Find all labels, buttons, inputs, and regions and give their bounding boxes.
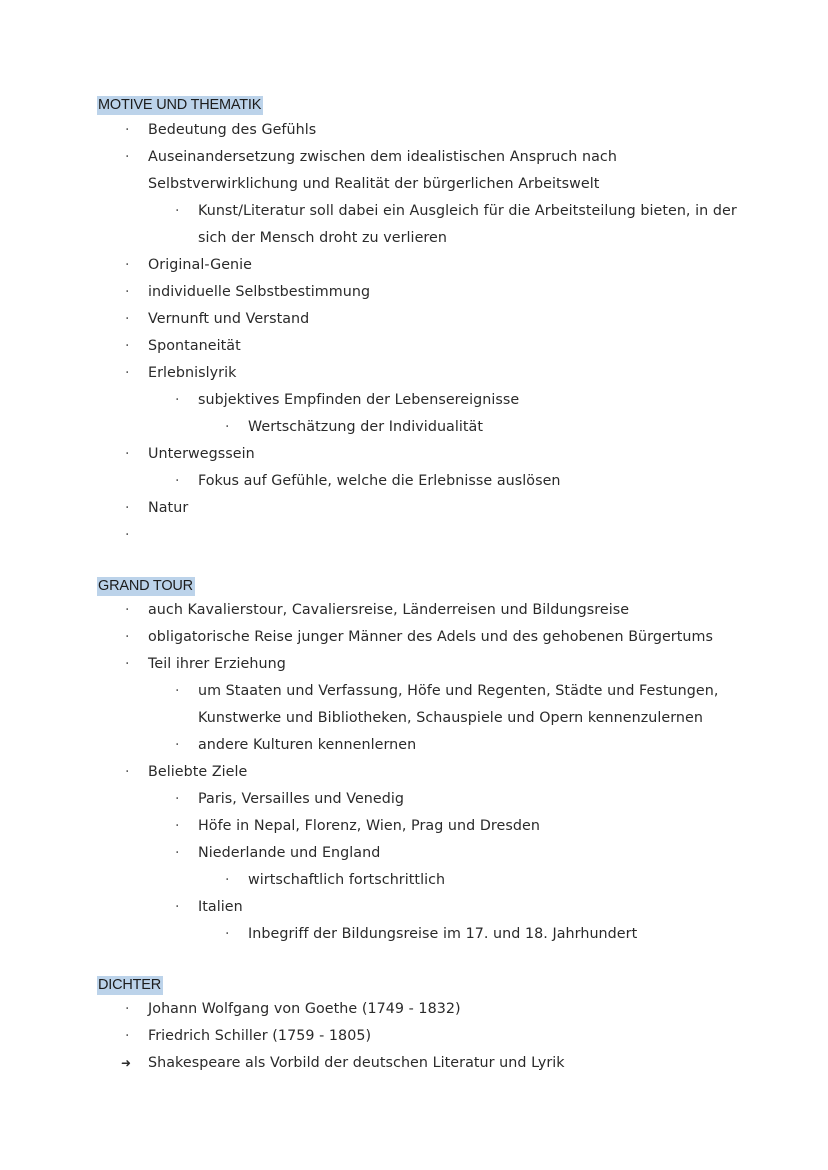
bullet-icon: · xyxy=(175,737,180,753)
list-item: Johann Wolfgang von Goethe (1749 - 1832) xyxy=(148,1001,461,1017)
heading-dichter: DICHTER xyxy=(98,977,162,993)
bullet-icon: · xyxy=(175,899,180,915)
list-item: subjektives Empfinden der Lebensereignisse xyxy=(198,392,520,408)
bullet-icon: · xyxy=(125,1028,130,1044)
bullet-icon: · xyxy=(125,257,130,273)
bullet-icon: · xyxy=(125,764,130,780)
bullet-icon: · xyxy=(175,845,180,861)
list-item: Paris, Versailles und Venedig xyxy=(198,791,405,807)
list-item: andere Kulturen kennenlernen xyxy=(198,737,417,753)
list-item: Auseinandersetzung zwischen dem idealistischen Anspruch nach xyxy=(148,149,617,165)
list-item: Kunst/Literatur soll dabei ein Ausgleich für die Arbeitsteilung bieten, in der xyxy=(198,203,737,219)
bullet-icon: · xyxy=(125,500,130,516)
list-item: Friedrich Schiller (1759 - 1805) xyxy=(148,1028,372,1044)
bullet-icon: · xyxy=(225,872,230,888)
bullet-icon: · xyxy=(125,365,130,381)
list-item: um Staaten und Verfassung, Höfe und Regenten, Städte und Festungen, xyxy=(198,683,719,699)
list-item-continuation: Kunstwerke und Bibliotheken, Schauspiele und Opern kennenzulernen xyxy=(198,710,703,726)
bullet-icon: · xyxy=(125,311,130,327)
bullet-icon: · xyxy=(175,683,180,699)
list-item: auch Kavalierstour, Cavaliersreise, Länderreisen und Bildungsreise xyxy=(148,602,630,618)
heading-grand-tour: GRAND TOUR xyxy=(98,578,193,594)
list-item: Fokus auf Gefühle, welche die Erlebnisse auslösen xyxy=(198,473,561,489)
heading-motive-und-thematik: MOTIVE UND THEMATIK xyxy=(98,97,262,113)
list-item: Erlebnislyrik xyxy=(148,365,237,381)
list-item: individuelle Selbstbestimmung xyxy=(148,284,371,300)
bullet-icon: · xyxy=(175,818,180,834)
list-item: Spontaneität xyxy=(148,338,241,354)
list-item: Italien xyxy=(198,899,243,915)
bullet-icon-empty-item: · xyxy=(125,527,130,543)
list-item: Bedeutung des Gefühls xyxy=(148,122,317,138)
list-item: obligatorische Reise junger Männer des Adels und des gehobenen Bürgertums xyxy=(148,629,713,645)
list-item: Wertschätzung der Individualität xyxy=(248,419,484,435)
list-item: Inbegriff der Bildungsreise im 17. und 18. Jahrhundert xyxy=(248,926,638,942)
bullet-icon: · xyxy=(125,656,130,672)
bullet-icon: · xyxy=(125,1001,130,1017)
bullet-icon: · xyxy=(125,149,130,165)
bullet-icon: · xyxy=(125,602,130,618)
bullet-icon: · xyxy=(125,629,130,645)
list-item: Teil ihrer Erziehung xyxy=(148,656,286,672)
list-item: Höfe in Nepal, Florenz, Wien, Prag und Dresden xyxy=(198,818,540,834)
bullet-icon: · xyxy=(125,284,130,300)
list-item: Original-Genie xyxy=(148,257,253,273)
list-item: Natur xyxy=(148,500,189,516)
bullet-icon: · xyxy=(175,392,180,408)
bullet-icon: · xyxy=(125,446,130,462)
list-item: Vernunft und Verstand xyxy=(148,311,310,327)
list-item: Unterwegssein xyxy=(148,446,255,462)
list-item-continuation: Selbstverwirklichung und Realität der bürgerlichen Arbeitswelt xyxy=(148,176,600,192)
bullet-icon: · xyxy=(225,419,230,435)
bullet-icon: · xyxy=(125,338,130,354)
arrow-right-icon: ➜ xyxy=(121,1056,132,1070)
list-item: Beliebte Ziele xyxy=(148,764,248,780)
list-item: Shakespeare als Vorbild der deutschen Literatur und Lyrik xyxy=(148,1055,565,1071)
list-item: wirtschaftlich fortschrittlich xyxy=(248,872,446,888)
bullet-icon: · xyxy=(175,791,180,807)
bullet-icon: · xyxy=(225,926,230,942)
list-item-continuation: sich der Mensch droht zu verlieren xyxy=(198,230,447,246)
list-item: Niederlande und England xyxy=(198,845,381,861)
bullet-icon: · xyxy=(175,473,180,489)
bullet-icon: · xyxy=(175,203,180,219)
bullet-icon: · xyxy=(125,122,130,138)
